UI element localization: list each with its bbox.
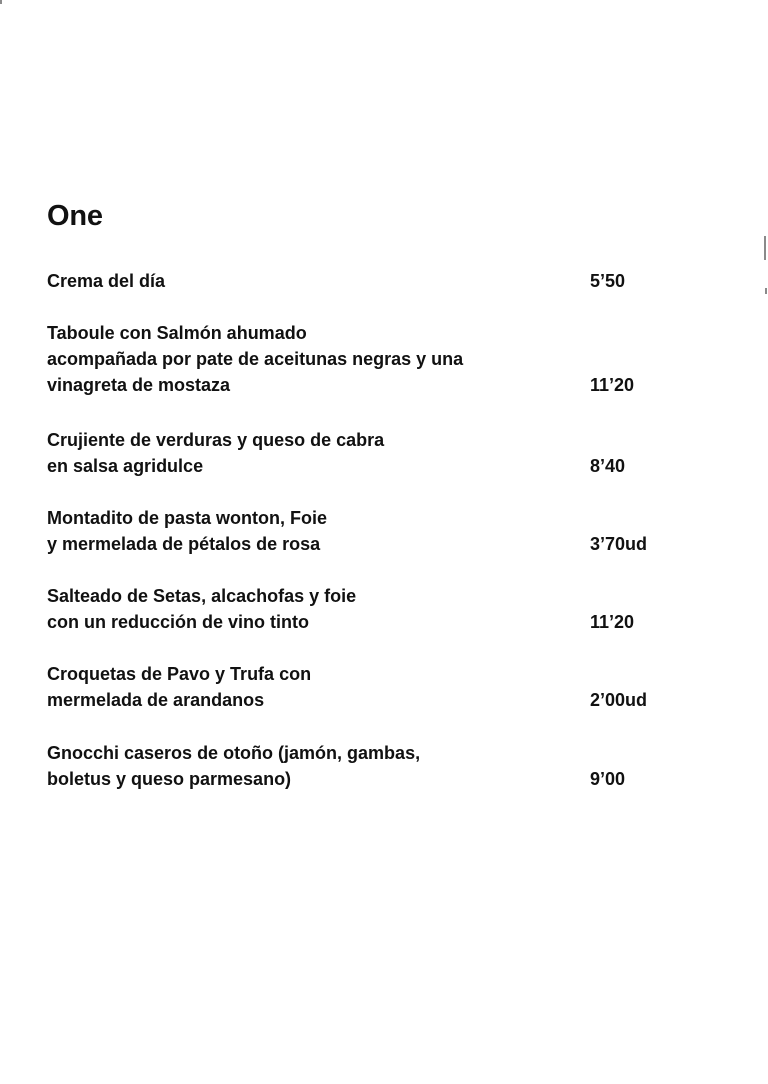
scan-edge-mark bbox=[765, 288, 767, 294]
menu-item-price: 9’00 bbox=[590, 769, 626, 789]
menu-item-description bbox=[47, 740, 567, 792]
menu-item bbox=[47, 505, 667, 557]
menu-item-price: 3’70ud bbox=[590, 534, 648, 554]
menu-item-line: Taboule con Salmón ahumado bbox=[47, 323, 307, 343]
menu-item bbox=[47, 740, 667, 792]
menu-item-line: acompañada por pate de aceitunas negras y una bbox=[47, 349, 464, 369]
scan-edge-mark bbox=[0, 0, 2, 4]
menu-item-description bbox=[47, 268, 567, 294]
section-title: One bbox=[47, 200, 103, 232]
menu-item bbox=[47, 268, 667, 294]
menu-item-description bbox=[47, 320, 567, 398]
menu-item bbox=[47, 583, 667, 635]
menu-item-line: boletus y queso parmesano) bbox=[47, 769, 292, 789]
menu-item-price: 11’20 bbox=[590, 612, 635, 632]
menu-item bbox=[47, 427, 667, 479]
menu-item-price: 8’40 bbox=[590, 456, 626, 476]
menu-item bbox=[47, 661, 667, 713]
menu-item-description bbox=[47, 583, 567, 635]
menu-item-line: con un reducción de vino tinto bbox=[47, 612, 310, 632]
menu-item-description bbox=[47, 505, 567, 557]
menu-item-price: 5’50 bbox=[590, 271, 626, 291]
menu-item-price: 2’00ud bbox=[590, 690, 648, 710]
menu-item-line: mermelada de arandanos bbox=[47, 690, 265, 710]
menu-item-price: 11’20 bbox=[590, 375, 635, 395]
menu-item bbox=[47, 320, 667, 398]
menu-item-line: vinagreta de mostaza bbox=[47, 375, 231, 395]
menu-item-line: Croquetas de Pavo y Trufa con bbox=[47, 664, 312, 684]
menu-item-line: Crema del día bbox=[47, 271, 166, 291]
menu-item-line: y mermelada de pétalos de rosa bbox=[47, 534, 321, 554]
menu-item-description bbox=[47, 427, 567, 479]
menu-item-line: en salsa agridulce bbox=[47, 456, 204, 476]
menu-item-description bbox=[47, 661, 567, 713]
menu-item-line: Montadito de pasta wonton, Foie bbox=[47, 508, 327, 528]
scan-edge-mark bbox=[764, 236, 766, 260]
menu-item-line: Crujiente de verduras y queso de cabra bbox=[47, 430, 385, 450]
menu-item-line: Salteado de Setas, alcachofas y foie bbox=[47, 586, 357, 606]
menu-item-line: Gnocchi caseros de otoño (jamón, gambas, bbox=[47, 743, 421, 763]
